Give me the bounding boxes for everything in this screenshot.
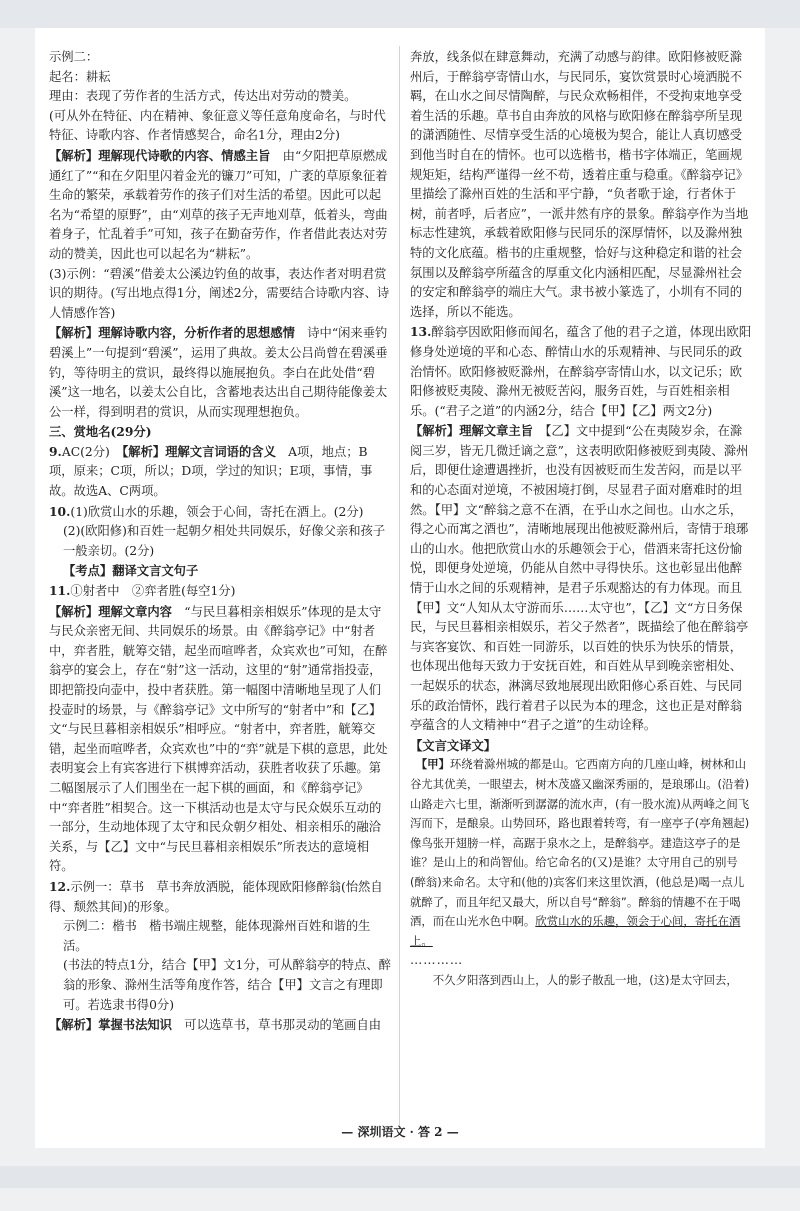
analysis-text: 由“夕阳把草原燃成通红了”“和在夕阳里闪着金光的镰刀”可知，广袤的草原象征着生命的繁荣，承载着劳作的孩子们对生活的希望。因此可以起名为“希望的原野”，由“刈草的孩子无声地刈草，低着头，弯曲着身子，忙乱着手”可知，孩子在勤奋劳作，作者借此表达对劳动的赞美，因此也可以起名为“耕耘”。: [49, 148, 388, 261]
q13-answer: 醉翁亭因欧阳修而闻名，蕴含了他的君子之道，体现出欧阳修身处逆境的平和心态、醉情山水的乐观精神、与民同乐的政治情怀。欧阳修被贬滁州，在醉翁亭寄情山水，以文记乐；欧阳修被贬夷陵、滁州无被贬苦闷，服务百姓，与百姓相亲相乐。(“君子之道”的内涵2分，结合【甲】【乙】两文2分): [410, 325, 752, 418]
analysis-text: A项，地点；B项，原来；C项，所以；D项，学过的知识；E项，事情，事故。故选A、C两项。: [49, 444, 373, 499]
question-number: 10.: [49, 503, 71, 519]
analysis-tag: 【解析】理解现代诗歌的内容、情感主旨: [49, 147, 271, 163]
q3-answer: (3)示例：“碧溪”借姜太公溪边钓鱼的故事，表达作者对明君赏识的期待。(写出地点得1分，阐述2分，需要结合诗歌内容、诗人情感作答): [49, 266, 390, 320]
analysis-q13: [410, 421, 752, 736]
answer-page: [35, 28, 765, 1148]
translation-tag: 【甲】: [410, 757, 450, 772]
analysis-poem-1: [49, 146, 391, 265]
column-divider: [399, 46, 400, 1126]
reason-text: 理由：表现了劳作者的生活方式，传达出对劳动的赞美。: [49, 89, 357, 104]
q12-example-2: 示例二：楷书 楷书端庄规整，能体现滁州百姓和谐的生活。: [63, 919, 371, 953]
analysis-text: “与民旦暮相亲相娱乐”体现的是太守与民众亲密无间、共同娱乐的场景。由《醉翁亭记》中“射者中，弈者胜，觥筹交错，起坐而喧哗者，众宾欢也”可知，在醉翁亭的宴会上，存在“射”这一活动，这里的“射”通常指投壶，即把箭投向壶中，投中者获胜。第一幅图中清晰地呈现了人们投壶时的场景，与《醉翁亭记》文中所写的“射者中”和【乙】文“与民旦暮相亲相娱乐”相呼应。“射者中，弈者胜，觥筹交错，起坐而喧哗者，众宾欢也”中的“弈”就是下棋的意思，此处表明宴会上有宾客进行下棋博弈活动，获胜者收获了乐趣。第二幅图展示了人们围坐在一起下棋的画面，和《醉翁亭记》中“弈者胜”相契合。这一下棋活动也是太守与民众娱乐互动的一部分，生动地体现了太守和民众朝夕相处、相亲相乐的融洽关系，与【乙】文中“与民旦暮相亲相娱乐”所表达的意境相符。: [49, 604, 388, 874]
q10-answer-2: (2)(欧阳修)和百姓一起朝夕相处共同娱乐，好像父亲和孩子一般亲切。(2分): [63, 524, 386, 558]
exam-point-tag: 【考点】翻译文言文句子: [63, 563, 199, 579]
translation-text: 环绕着滁州城的都是山。它西南方向的几座山峰，树林和山谷尤其优美，一眼望去，树木茂盛又幽深秀丽的，是琅琊山。(沿着)山路走六七里，渐渐听到潺潺的流水声，(有一股水流)从两峰之间飞泻而下，是酿泉。山势回环，路也跟着转弯，有一座亭子(亭角翘起)像鸟张开翅膀一样，高踞于泉水之上，是醉翁亭。建造这亭子的是谁？是山上的和尚智仙。给它命名的(又)是谁？太守用自己的别号(醉翁)来命名。太守和(他的)宾客们来这里饮酒，(他总是)喝一点儿就醉了，而且年纪又最大，所以自号“醉翁”。醉翁的情趣不在于喝酒，而在山光水色中啊。: [410, 757, 750, 929]
q11: [49, 581, 391, 602]
analysis-tag: 【解析】理解文章内容: [49, 603, 172, 619]
analysis-text: 【乙】文中提到“公在夷陵岁余，在滁阅三岁，皆无几微迁谪之意”，这表明欧阳修被贬到夷陵、滁州后，即便仕途遭遇挫折，也没有因被贬而生发苦闷，而是以平和的心态面对逆境，不被困境打倒，尽显君子面对磨难时的坦然。【甲】文“醉翁之意不在酒，在乎山水之间也。山水之乐，得之心而寓之酒也”，清晰地展现出他被贬滁州后，寄情于琅琊山的山水。他把欣赏山水的乐趣领会于心，借酒来寄托这份愉悦，即便身处逆境，仍能从自然中寻得快乐。这也彰显出他醉情于山水之间的乐观精神，是君子乐观豁达的有力体现。而且【甲】文“人知从太守游而乐……太守也”，【乙】文“方日务保民，与民旦暮相亲相娱乐，若父子然者”，既描绘了他在醉翁亭与宾客宴饮、和百姓一同游乐，以百姓的快乐为快乐的情景，也体现出他每天致力于安抚百姓，和百姓从早到晚亲密相处、一起娱乐的状态，淋漓尽致地展现出欧阳修心系百姓、与民同乐的政治情怀，践行着君子以民为本的理念，这也正是对醉翁亭蕴含的人文精神中“君子之道”的生动诠释。: [410, 424, 749, 733]
q9: [49, 442, 391, 502]
scoring-note: (可从外在特征、内在精神、象征意义等任意角度命名，与时代特征、诗歌内容、作者情感契合，命名1分，理由2分): [49, 108, 386, 143]
ellipsis-line: …………: [410, 953, 464, 968]
question-number: 11.: [49, 583, 71, 599]
section-heading: 三、赏地名(29分): [49, 424, 152, 440]
q9-answer: AC(2分): [61, 444, 123, 459]
q12-example-1: 示例一：草书 草书奔放洒脱，能体现欧阳修醉翁(怡然自得、颓然其间)的形象。: [49, 879, 383, 914]
q11-answer: ①射者中 ②弈者胜(每空1分): [70, 584, 236, 599]
analysis-tag: 【解析】理解文言词语的含义: [122, 443, 276, 459]
analysis-text: 诗中“闲来垂钓碧溪上”一句提到“碧溪”，运用了典故。姜太公吕尚曾在碧溪垂钓，等待明主的赏识，最终得以施展抱负。李白在此处借“碧溪”这一地名，以姜太公自比，含蓄地表达出自己期待能像姜太公一样，得到明君的赏识，从而实现理想抱负。: [49, 326, 388, 419]
analysis-tag: 【解析】理解文章主旨: [410, 423, 533, 439]
q10-answer-1: (1)欣赏山水的乐趣，领会于心间，寄托在酒上。(2分): [70, 504, 364, 519]
translation-underlined: 欣赏山水的乐趣，领会于心间，寄托在酒上。: [410, 914, 741, 948]
translation-jia: [410, 755, 752, 951]
analysis-tag: 【解析】理解诗歌内容，分析作者的思想感情: [49, 325, 295, 341]
left-column: [49, 48, 391, 1036]
question-number: 9.: [49, 443, 62, 459]
q13: [410, 322, 752, 421]
right-column: [410, 48, 752, 991]
analysis-text: 可以选草书，草书那灵动的笔画自由: [171, 1018, 382, 1033]
name-gengyun: 起名：耕耘: [49, 69, 111, 84]
example-two-label: 示例二：: [49, 50, 99, 64]
translation-continued: 不久夕阳落到西山上，人的影子散乱一地，(这)是太守回去，: [410, 972, 738, 987]
analysis-q12: [49, 1015, 391, 1036]
page-footer: — 深圳语文 · 答 2 —: [341, 1125, 459, 1139]
question-number: 13.: [410, 324, 432, 340]
q10: [49, 502, 391, 523]
analysis-tag: 【解析】掌握书法知识: [49, 1017, 172, 1033]
q12-scoring: (书法的特点1分，结合【甲】文1分，可从醉翁亭的特点、醉翁的形象、滁州生活等角度作答，结合【甲】文言之有理即可。若选隶书得0分): [63, 958, 391, 1012]
translation-heading: 【文言文译文】: [410, 737, 497, 753]
question-number: 12.: [49, 878, 71, 894]
analysis-q12-cont: 奔放，线条似在肆意舞动，充满了动感与韵律。欧阳修被贬滁州后，于醉翁亭寄情山水，与民同乐，宴饮赏景时心境洒脱不羁，在山水之间尽情陶醉，与民众欢畅相伴，不受拘束地享受着生活的乐趣。草书自由奔放的风格与欧阳修在醉翁亭所呈现的潇洒随性、尽情享受生活的心境极为契合，能让人真切感受到他当时自在的情怀。也可以选楷书，楷书字体端正，笔画规规矩矩，结构严谨得一丝不苟，透着庄重与稳重。《醉翁亭记》里描绘了滁州百姓的生活和平宁静，“负者歌于途，行者休于树，前者呼，后者应”，一派井然有序的景象。醉翁亭作为当地标志性建筑，承载着欧阳修与民同乐的深厚情怀，以及滁州独特的文化底蕴。楷书的庄重规整，恰好与这种稳定和谐的社会氛围以及醉翁亭所蕴含的厚重文化内涵相匹配，尽显滁州社会的安定和醉翁亭的端庄大气。隶书被小篆选了，小圳有不同的选择，所以不能选。: [410, 50, 749, 319]
analysis-q11: [49, 602, 391, 877]
analysis-poem-2: [49, 323, 391, 422]
q12: [49, 877, 391, 917]
top-margin-bar: [0, 0, 800, 28]
bottom-margin-bar: [0, 1166, 800, 1188]
